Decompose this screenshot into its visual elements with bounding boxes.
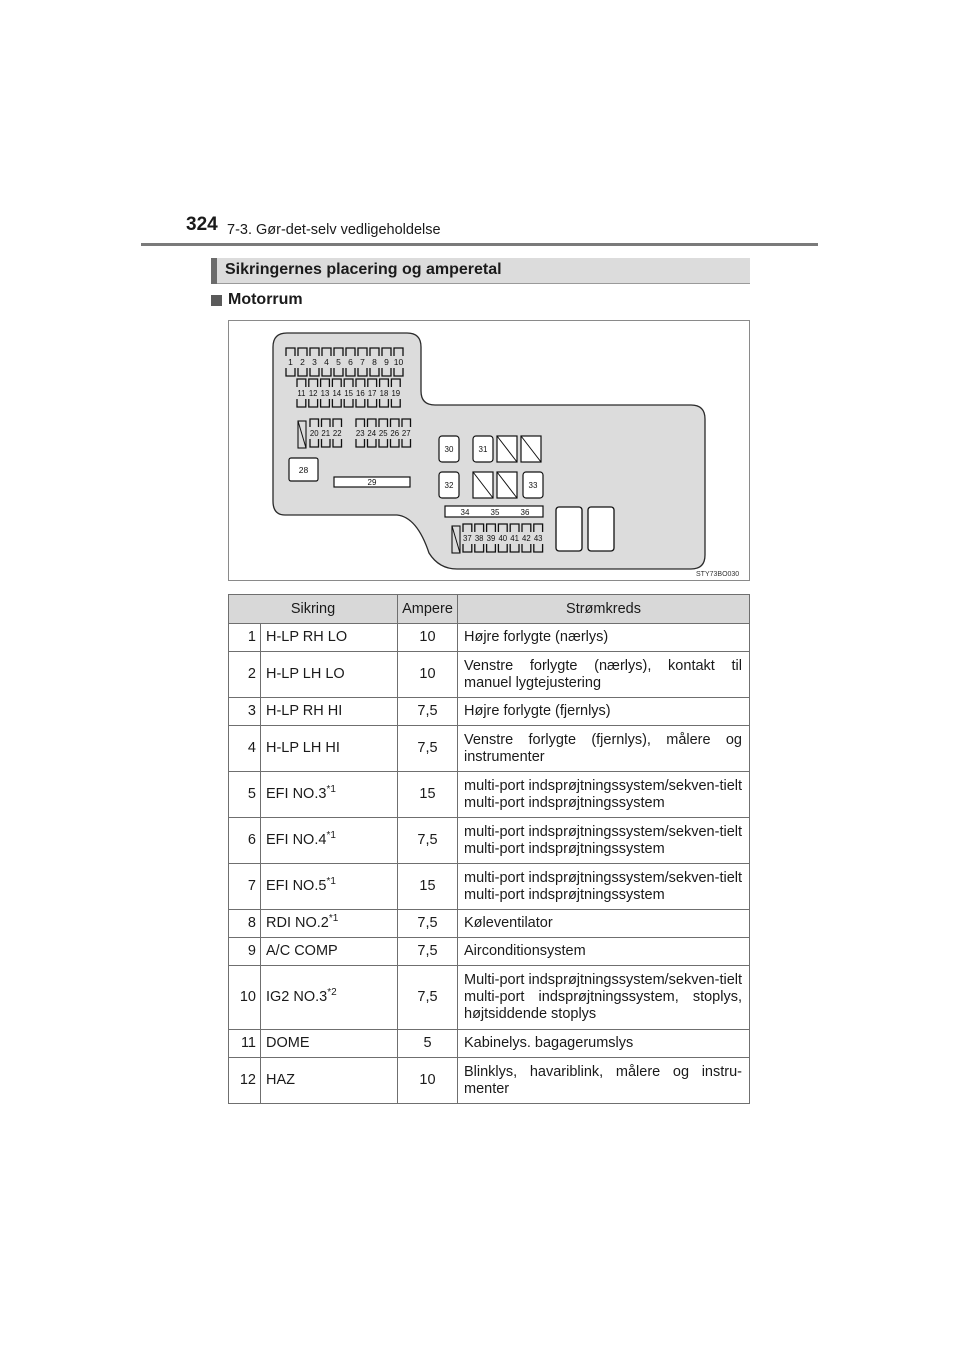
table-row bbox=[229, 938, 750, 966]
table-row bbox=[229, 864, 750, 910]
fuse-label: 9 bbox=[384, 357, 389, 367]
fuse-number: 12 bbox=[229, 1058, 261, 1104]
fuse-label: 12 bbox=[308, 389, 318, 398]
fuse-label: 2 bbox=[300, 357, 305, 367]
fuse-label: 43 bbox=[533, 534, 543, 543]
fuse-ampere: 7,5 bbox=[398, 818, 458, 864]
large-relay-right bbox=[588, 507, 614, 551]
fuse-label: 41 bbox=[510, 534, 519, 543]
fuse-label: 39 bbox=[486, 534, 496, 543]
fuse-label: 40 bbox=[498, 534, 508, 543]
fuse-label: 18 bbox=[379, 389, 389, 398]
fuse-block-29-label: 29 bbox=[367, 478, 377, 487]
fuse-name: A/C COMP bbox=[266, 943, 338, 959]
table-row bbox=[229, 652, 750, 698]
fuse-circuit: Venstre forlygte (nærlys), kontakt til manuel lygtejustering bbox=[458, 652, 750, 698]
fuse-ampere: 15 bbox=[398, 772, 458, 818]
fuse-ampere: 10 bbox=[398, 624, 458, 652]
table-row bbox=[229, 726, 750, 772]
fuse-name: EFI NO.3 bbox=[266, 786, 327, 802]
square-bullet-icon bbox=[211, 295, 222, 306]
fuse-ampere: 7,5 bbox=[398, 726, 458, 772]
table-row bbox=[229, 966, 750, 1030]
fuse-name: H-LP LH LO bbox=[266, 666, 345, 682]
fuse-label: 25 bbox=[378, 429, 388, 438]
table-row bbox=[229, 1030, 750, 1058]
fuse-circuit: Multi-port indsprøjtningssystem/sekven-tielt multi-port indsprøjtningssystem, stoplys, højtsiddende stoplys bbox=[458, 966, 750, 1030]
fuse-circuit: Køleventilator bbox=[458, 910, 750, 938]
relay-label: 32 bbox=[444, 481, 454, 490]
fuse-label: 42 bbox=[522, 534, 531, 543]
fuse-name-cell bbox=[261, 938, 398, 966]
large-relay-left bbox=[556, 507, 582, 551]
table-row bbox=[229, 624, 750, 652]
fuse-circuit: Blinklys, havariblink, målere og instru-menter bbox=[458, 1058, 750, 1104]
fuse-number: 1 bbox=[229, 624, 261, 652]
fuse-number: 5 bbox=[229, 772, 261, 818]
fuse-label: 3 bbox=[312, 357, 317, 367]
fuse-number: 9 bbox=[229, 938, 261, 966]
fuse-label: 19 bbox=[391, 389, 401, 398]
fuse-number: 11 bbox=[229, 1030, 261, 1058]
fuse-label: 22 bbox=[332, 429, 342, 438]
fuse-name-cell bbox=[261, 698, 398, 726]
fuse-name: HAZ bbox=[266, 1072, 295, 1088]
fuse-bar-label: 35 bbox=[490, 508, 500, 517]
fuse-number: 10 bbox=[229, 966, 261, 1030]
fuse-label: 8 bbox=[372, 357, 377, 367]
fuse-name: IG2 NO.3 bbox=[266, 989, 328, 1005]
fuse-label: 6 bbox=[348, 357, 353, 367]
fuse-label: 37 bbox=[463, 534, 472, 543]
fuse-name-cell bbox=[261, 772, 398, 818]
fuse-label: 10 bbox=[393, 357, 404, 367]
fuse-name-cell bbox=[261, 1030, 398, 1058]
fuse-name: H-LP RH LO bbox=[266, 629, 348, 645]
table-row bbox=[229, 910, 750, 938]
fuse-number: 3 bbox=[229, 698, 261, 726]
fuse-ampere: 7,5 bbox=[398, 966, 458, 1030]
fuse-circuit: multi-port indsprøjtningssystem/sekven-tielt multi-port indsprøjtningssystem bbox=[458, 864, 750, 910]
diagram-code: STY73BO030 bbox=[696, 571, 740, 578]
fuse-label: 26 bbox=[390, 429, 400, 438]
fuse-label: 23 bbox=[355, 429, 365, 438]
fuse-circuit: multi-port indsprøjtningssystem/sekven-tielt multi-port indsprøjtningssystem bbox=[458, 818, 750, 864]
fuse-name-cell bbox=[261, 652, 398, 698]
fuse-ampere: 5 bbox=[398, 1030, 458, 1058]
fuse-name: RDI NO.2 bbox=[266, 915, 329, 931]
fuse-label: 1 bbox=[288, 357, 293, 367]
fuse-box-drawing bbox=[229, 321, 751, 582]
fuse-name-cell bbox=[261, 624, 398, 652]
table-header-row bbox=[229, 595, 750, 624]
relay-label: 33 bbox=[528, 481, 538, 490]
fuse-block-28-label: 28 bbox=[298, 465, 309, 475]
fuse-label: 21 bbox=[321, 429, 331, 438]
fuse-name: DOME bbox=[266, 1035, 310, 1051]
header-fuse: Sikring bbox=[229, 595, 398, 624]
fuse-name: H-LP RH HI bbox=[266, 703, 343, 719]
fuse-name: EFI NO.4 bbox=[266, 832, 327, 848]
fuse-circuit: Venstre forlygte (fjernlys), målere og instrumenter bbox=[458, 726, 750, 772]
fuse-name-cell bbox=[261, 818, 398, 864]
fuse-label: 15 bbox=[344, 389, 353, 398]
section-title: Sikringernes placering og amperetal bbox=[225, 261, 502, 278]
chapter-title: 7-3. Gør-det-selv vedligeholdelse bbox=[227, 222, 441, 238]
fuse-bar-label: 34 bbox=[460, 508, 470, 517]
table-row bbox=[229, 818, 750, 864]
fuse-number: 8 bbox=[229, 910, 261, 938]
fuse-ampere: 7,5 bbox=[398, 938, 458, 966]
fuse-table bbox=[228, 594, 750, 1104]
fuse-label: 4 bbox=[324, 357, 329, 367]
fuse-name-cell bbox=[261, 966, 398, 1030]
fuse-ampere: 7,5 bbox=[398, 698, 458, 726]
fuse-label: 14 bbox=[332, 389, 342, 398]
fuse-label: 20 bbox=[309, 429, 319, 438]
fuse-ampere: 10 bbox=[398, 1058, 458, 1104]
fuse-circuit: Kabinelys. bagagerumslys bbox=[458, 1030, 750, 1058]
fuse-box-diagram bbox=[228, 320, 750, 581]
header-ampere: Ampere bbox=[398, 595, 458, 624]
fuse-bar-label: 36 bbox=[520, 508, 530, 517]
section-accent bbox=[211, 258, 217, 284]
fuse-label: 11 bbox=[297, 389, 306, 398]
fuse-number: 7 bbox=[229, 864, 261, 910]
fuse-circuit: Højre forlygte (fjernlys) bbox=[458, 698, 750, 726]
table-row bbox=[229, 772, 750, 818]
fuse-circuit: multi-port indsprøjtningssystem/sekven-tielt multi-port indsprøjtningssystem bbox=[458, 772, 750, 818]
page-number: 324 bbox=[186, 214, 218, 235]
fuse-label: 13 bbox=[320, 389, 330, 398]
fuse-label: 5 bbox=[336, 357, 341, 367]
footnote-marker: *2 bbox=[327, 987, 337, 999]
footnote-marker: *1 bbox=[326, 784, 336, 796]
fuse-circuit: Højre forlygte (nærlys) bbox=[458, 624, 750, 652]
footnote-marker: *1 bbox=[326, 830, 336, 842]
fuse-name-cell bbox=[261, 910, 398, 938]
fuse-ampere: 10 bbox=[398, 652, 458, 698]
fuse-number: 4 bbox=[229, 726, 261, 772]
fuse-label: 38 bbox=[474, 534, 484, 543]
fuse-label: 27 bbox=[401, 429, 411, 438]
fuse-label: 17 bbox=[367, 389, 377, 398]
header-circuit: Strømkreds bbox=[458, 595, 750, 624]
fuse-ampere: 7,5 bbox=[398, 910, 458, 938]
fuse-number: 6 bbox=[229, 818, 261, 864]
fuse-label: 7 bbox=[360, 357, 365, 367]
fuse-label: 16 bbox=[356, 389, 365, 398]
table-row bbox=[229, 698, 750, 726]
fuse-name-cell bbox=[261, 864, 398, 910]
fuse-name-cell bbox=[261, 1058, 398, 1104]
fuse-name: EFI NO.5 bbox=[266, 878, 327, 894]
fuse-name: H-LP LH HI bbox=[266, 740, 340, 756]
section-heading bbox=[211, 258, 750, 284]
relay-label: 30 bbox=[444, 445, 454, 454]
fuse-label: 24 bbox=[367, 429, 377, 438]
subheading bbox=[211, 291, 303, 309]
relay-label: 31 bbox=[478, 445, 488, 454]
table-row bbox=[229, 1058, 750, 1104]
fuse-number: 2 bbox=[229, 652, 261, 698]
subheading-text: Motorrum bbox=[228, 291, 303, 308]
fuse-circuit: Airconditionsystem bbox=[458, 938, 750, 966]
fuse-ampere: 15 bbox=[398, 864, 458, 910]
footnote-marker: *1 bbox=[328, 913, 339, 925]
fuse-name-cell bbox=[261, 726, 398, 772]
footnote-marker: *1 bbox=[326, 876, 336, 888]
header-rule bbox=[141, 243, 818, 246]
